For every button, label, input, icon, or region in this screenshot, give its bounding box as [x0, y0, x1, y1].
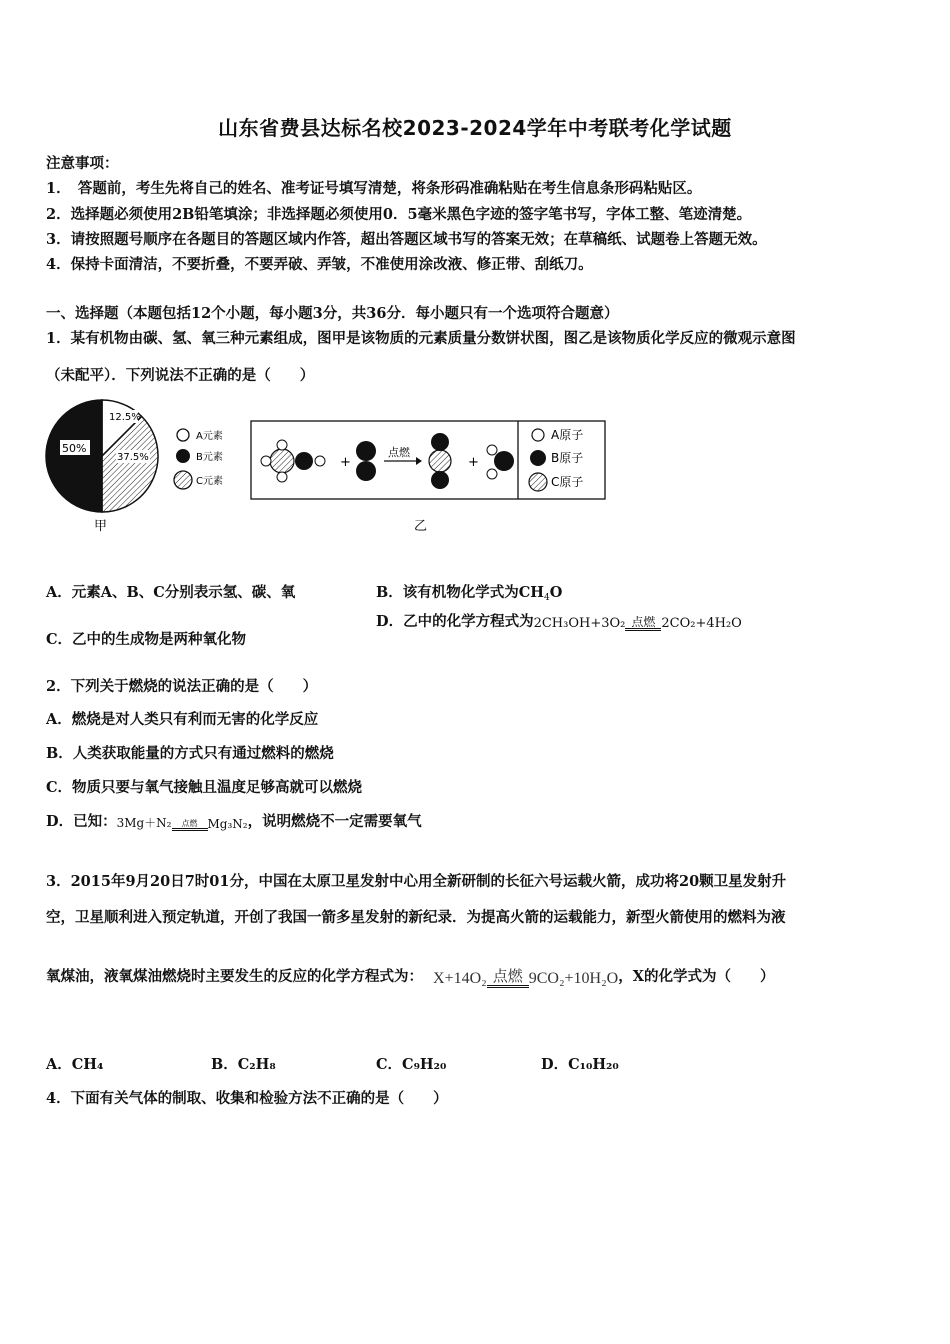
- notice-item-2: 2．选择题必须使用2B铅笔填涂；非选择题必须使用0．5毫米黑色字迹的签字笔书写，字体工整、笔迹清楚。: [46, 206, 752, 223]
- pie-legend: [174, 429, 223, 489]
- plus-2: +: [468, 455, 479, 470]
- q3-option-d[interactable]: D．C₁₀H₂₀: [541, 1056, 619, 1073]
- q1-figure-reaction: [248, 418, 608, 536]
- notice-heading: 注意事项：: [46, 155, 119, 172]
- q1-stem-line1: 1．某有机物由碳、氢、氧三种元素组成，图甲是该物质的元素质量分数饼状图，图乙是该物质化学反应的微观示意图: [46, 330, 796, 347]
- reaction-legend-c: C原子: [551, 475, 584, 489]
- q1-option-a[interactable]: A．元素A、B、C分别表示氢、碳、氧: [46, 584, 296, 601]
- q2-option-d[interactable]: D．已知：3Mg＋N₂ 点燃 Mg₃N₂，说明燃烧不一定需要氧气: [46, 813, 422, 831]
- pie-legend-a: A元素: [196, 431, 223, 442]
- q3-stem-line3: 氧煤油，液氧煤油燃烧时主要发生的反应的化学方程式为： X+14O₂ 点燃 9CO₂+10H₂O，X的化学式为（ ）: [46, 968, 775, 987]
- pie-legend-c: C元素: [196, 476, 223, 487]
- section-heading: 一、选择题（本题包括12个小题，每小题3分，共36分．每小题只有一个选项符合题意）: [46, 305, 619, 322]
- q1-option-d[interactable]: D．乙中的化学方程式为2CH₃OH+3O₂ 点燃 2CO₂+4H₂O: [376, 613, 742, 631]
- pie-legend-b: B元素: [196, 452, 223, 463]
- reaction-legend: [529, 428, 583, 491]
- pie-chart: [46, 400, 158, 512]
- pie-slice-b: [46, 400, 102, 512]
- q2-option-a[interactable]: A．燃烧是对人类只有利而无害的化学反应: [46, 711, 319, 728]
- page-title: 山东省费县达标名校2023-2024学年中考联考化学试题: [218, 116, 732, 140]
- q2-option-b[interactable]: B．人类获取能量的方式只有通过燃料的燃烧: [46, 745, 334, 762]
- q3-option-b[interactable]: B．C₂H₈: [211, 1056, 276, 1073]
- q3-option-a[interactable]: A．CH₄: [46, 1056, 104, 1073]
- pie-label-b: 50%: [62, 442, 87, 455]
- q2-stem: 2．下列关于燃烧的说法正确的是（ ）: [46, 678, 318, 695]
- q4-stem: 4．下面有关气体的制取、收集和检验方法不正确的是（ ）: [46, 1090, 448, 1107]
- reaction-figure-label: 乙: [414, 519, 428, 534]
- reaction-legend-a: A原子: [551, 428, 584, 442]
- q3-stem-line1: 3．2015年9月20日7时01分，中国在太原卫星发射中心用全新研制的长征六号运载火箭，成功将20颗卫星发射升: [46, 873, 787, 890]
- notice-item-4: 4．保持卡面清洁，不要折叠，不要弄破、弄皱，不准使用涂改液、修正带、刮纸刀。: [46, 256, 593, 273]
- q1-option-b[interactable]: B．该有机物化学式为$CH_4O$: [376, 584, 563, 603]
- q1-option-c[interactable]: C．乙中的生成物是两种氧化物: [46, 631, 247, 648]
- reaction-legend-b: B原子: [551, 451, 584, 465]
- pie-label-a: 12.5%: [109, 412, 141, 423]
- reaction-condition: 点燃: [388, 446, 410, 459]
- co2-molecule: [429, 433, 451, 489]
- notice-item-3: 3．请按照题号顺序在各题目的答题区域内作答，超出答题区域书写的答案无效；在草稿纸、试题卷上答题无效。: [46, 231, 767, 248]
- q2-option-c[interactable]: C．物质只要与氧气接触且温度足够高就可以燃烧: [46, 779, 363, 796]
- pie-label-c: 37.5%: [117, 452, 149, 463]
- q1-figure-pie: [44, 394, 244, 539]
- plus-1: +: [340, 455, 351, 470]
- q3-stem-line2: 空，卫星顺利进入预定轨道，开创了我国一箭多星发射的新纪录．为提高火箭的运载能力，新型火箭使用的燃料为液: [46, 909, 786, 926]
- notice-item-1: 1． 答题前，考生先将自己的姓名、准考证号填写清楚，将条形码准确粘贴在考生信息条形码粘贴区。: [46, 180, 702, 197]
- q3-option-c[interactable]: C．C₉H₂₀: [376, 1056, 447, 1073]
- pie-figure-label: 甲: [94, 519, 108, 534]
- q1-stem-line2: （未配平）．下列说法不正确的是（ ）: [46, 367, 315, 384]
